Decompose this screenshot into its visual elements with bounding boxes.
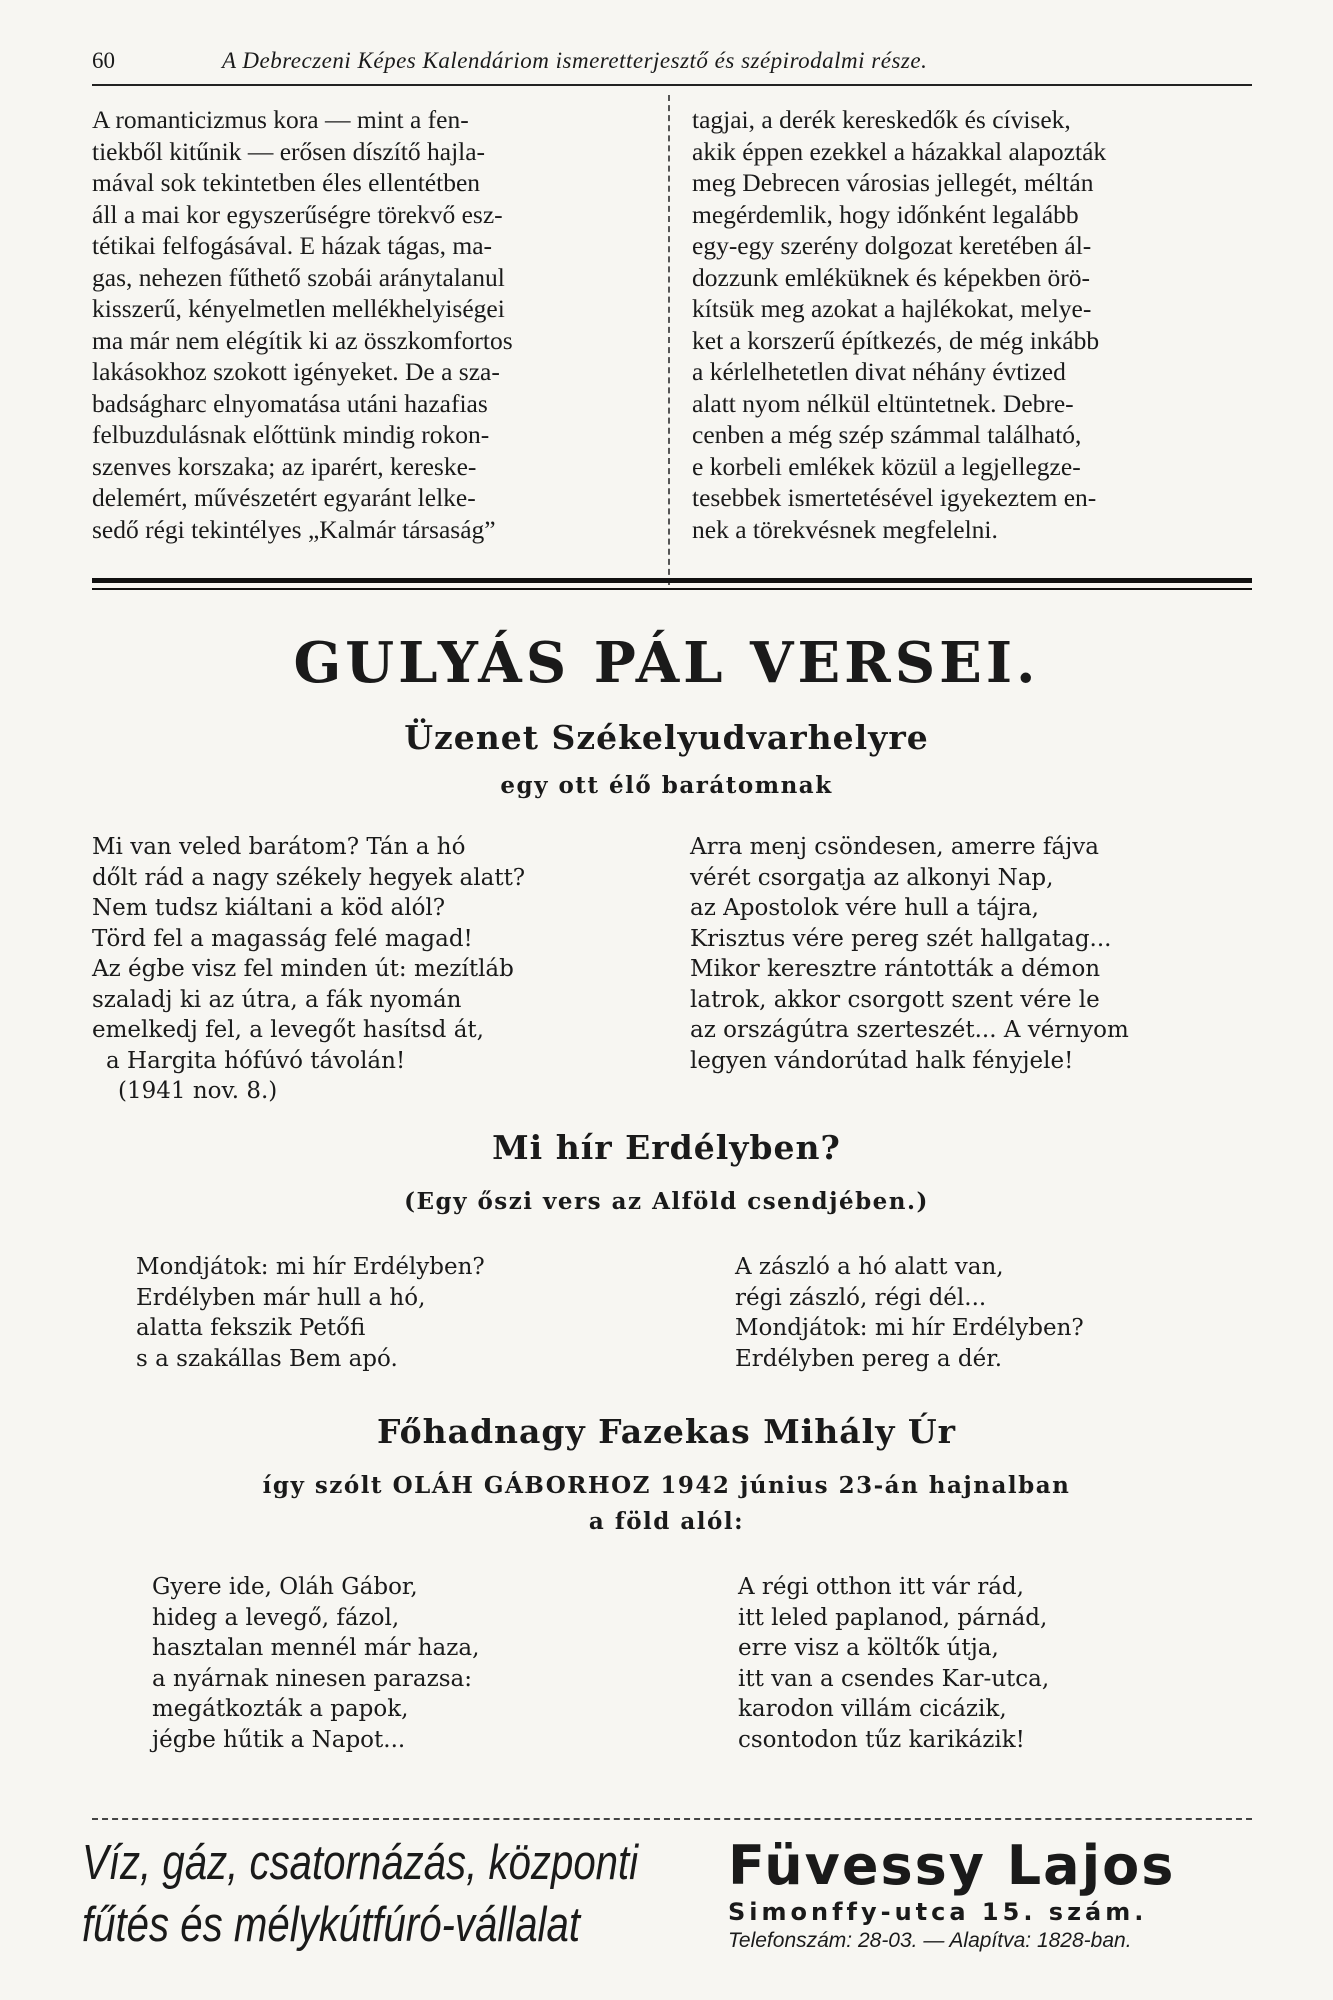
advert-phone: Telefonszám: 28-03. — Alapítva: 1828-ban. [728, 1929, 1132, 1952]
prose-line: tesebbek ismertetésével igyekeztem en- [692, 483, 1097, 512]
advert-address: Simonffy-utca 15. szám. [728, 1898, 1148, 1926]
verse-line: Az égbe visz fel minden út: mezítláb [92, 956, 514, 982]
prose-line: megérdemlik, hogy időnként legalább [692, 199, 1079, 229]
poem3-subtitle-line2: a föld alól: [588, 1508, 745, 1535]
advert-company [728, 1835, 1258, 1955]
prose-line: A romanticizmus kora — mint a fen- [92, 105, 469, 134]
prose-line: kítsük meg azokat a hajlékokat, melye- [692, 294, 1092, 323]
advert-company-name: Füvessy Lajos [728, 1834, 1176, 1897]
verse-line: vérét csorgatja az alkonyi Nap, [690, 864, 1054, 891]
page-number: 60 [92, 48, 115, 73]
verse-line: emelkedj fel, a levegőt hasítsd át, [92, 1017, 484, 1043]
column-divider [668, 95, 670, 585]
prose-line: tagjai, a derék kereskedők és cívisek, [692, 105, 1071, 134]
advert-services-line: Víz, gáz, csatornázás, központi [82, 1836, 639, 1890]
poem3-left-stanza [152, 1572, 479, 1755]
prose-line: tétikai felfogásával. E házak tágas, ma- [92, 231, 493, 260]
prose-line: felbuzdulásnak előttünk mindig rokon- [92, 420, 490, 449]
verse-line: Nem tudsz kiáltani a köd alól? [92, 895, 446, 921]
verse-line: Gyere ide, Oláh Gábor, [152, 1574, 418, 1600]
verse-line: a Hargita hófúvó távolán! [106, 1047, 406, 1074]
poem1-left-stanza [92, 832, 525, 1107]
verse-line: Mondjátok: mi hír Erdélyben? [136, 1254, 485, 1280]
prose-column-left [92, 104, 677, 545]
section-rule-thick [92, 578, 1252, 583]
poem2-subtitle: (Egy őszi vers az Alföld csendjében.) [404, 1188, 929, 1215]
prose-line: mával sok tekintetben éles ellentétben [92, 168, 481, 197]
poem3-subtitle-line1: így szólt OLÁH GÁBORHOZ 1942 június 23-án hajnalban [262, 1472, 1071, 1499]
prose-line: áll a mai kor egyszerűségre törekvő esz- [92, 199, 503, 229]
prose-line: dozzunk emléküknek és képekben örö- [692, 262, 1090, 292]
prose-line: sedő régi tekintélyes „Kalmár társaság” [92, 514, 496, 544]
poem1-date: (1941 nov. 8.) [118, 1078, 278, 1104]
verse-line: szaladj ki az útra, a fák nyomán [92, 986, 462, 1013]
verse-line: hideg a levegő, fázol, [152, 1604, 400, 1631]
verse-line: itt leled paplanod, párnád, [738, 1604, 1048, 1631]
prose-line: meg Debrecen városias jellegét, méltán [692, 168, 1094, 197]
verse-line: Erdélyben már hull a hó, [136, 1284, 426, 1311]
verse-line: hasztalan mennél már haza, [152, 1635, 480, 1661]
verse-line: latrok, akkor csorgott szent vére le [690, 986, 1100, 1013]
prose-line: szenves korszaka; az iparért, kereske- [92, 451, 477, 481]
verse-line: dőlt rád a nagy székely hegyek alatt? [92, 864, 526, 891]
prose-column-right [692, 104, 1277, 545]
prose-line: ma már nem elégítik ki az összkomfortos [92, 325, 513, 355]
prose-line: e korbeli emlékek közül a legjellegze- [692, 451, 1081, 481]
verse-line: megátkozták a papok, [152, 1696, 409, 1722]
verse-line: az országútra szerteszét... A vérnyom [690, 1017, 1129, 1043]
verse-line: Mikor keresztre rántották a démon [690, 956, 1101, 982]
running-title: A Debreczeni Képes Kalendáriom ismeretterjesztő és szépirodalmi része. [222, 48, 928, 73]
page-header [92, 48, 1252, 86]
verse-line: itt van a csendes Kar-utca, [738, 1665, 1050, 1692]
verse-line: Erdélyben pereg a dér. [735, 1345, 1003, 1372]
prose-line: egy-egy szerény dolgozat keretében ál- [692, 231, 1092, 260]
verse-line: erre visz a költők útja, [738, 1635, 999, 1661]
poem3-title: Főhadnagy Fazekas Mihály Úr [376, 1412, 957, 1451]
prose-line: lakásokhoz szokott igényeket. De a sza- [92, 357, 500, 386]
prose-line: akik éppen ezekkel a házakkal alapozták [692, 136, 1107, 166]
prose-line: a kérlelhetetlen divat néhány évtized [692, 357, 1066, 386]
poem2-title: Mi hír Erdélyben? [492, 1128, 841, 1167]
verse-line: csontodon tűz karikázik! [738, 1726, 1025, 1753]
verse-line: Törd fel a magasság felé magad! [92, 925, 473, 952]
verse-line: legyen vándorútad halk fényjele! [690, 1047, 1074, 1074]
poem1-title: Üzenet Székelyudvarhelyre [404, 718, 929, 757]
prose-line: nek a törekvésnek megfelelni. [692, 514, 998, 544]
verse-line: Krisztus vére pereg szét hallgatag... [690, 925, 1112, 952]
verse-line: Mondjátok: mi hír Erdélyben? [735, 1315, 1084, 1341]
poem3-right-stanza [738, 1572, 1049, 1755]
prose-line: gas, nehezen fűthető szobái aránytalanul [92, 262, 505, 292]
prose-line: delemért, művészetért egyaránt lelke- [92, 483, 476, 512]
verse-line: a nyárnak ninesen parazsa: [152, 1665, 472, 1692]
poem2-right-stanza [735, 1252, 1084, 1374]
verse-line: A zászló a hó alatt van, [735, 1254, 1004, 1280]
prose-line: badságharc elnyomatása utáni hazafias [92, 388, 488, 418]
poem1-subtitle: egy ott élő barátomnak [500, 772, 833, 799]
advert-services-line: fűtés és mélykútfúró-vállalat [82, 1898, 580, 1952]
advert-services [82, 1832, 639, 1956]
verse-line: alatta fekszik Petőfi [136, 1315, 366, 1341]
verse-line: az Apostolok vére hull a tájra, [690, 895, 1039, 921]
prose-line: alatt nyom nélkül eltüntetnek. Debre- [692, 388, 1074, 418]
poem2-left-stanza [136, 1252, 485, 1374]
verse-line: régi zászló, régi dél... [735, 1284, 987, 1311]
prose-line: cenben a még szép számmal található, [692, 420, 1082, 449]
advert-divider [92, 1818, 1252, 1820]
verse-line: karodon villám cicázik, [738, 1696, 1007, 1722]
section-title: GULYÁS PÁL VERSEI. [293, 630, 1040, 696]
prose-line: ket a korszerű építkezés, de még inkább [692, 325, 1100, 355]
section-rule-thin [92, 588, 1252, 590]
verse-line: A régi otthon itt vár rád, [738, 1574, 1024, 1600]
poem1-right-stanza [690, 832, 1129, 1076]
prose-line: kisszerű, kényelmetlen mellékhelyiségei [92, 294, 505, 323]
verse-line: s a szakállas Bem apó. [136, 1345, 398, 1372]
verse-line: Arra menj csöndesen, amerre fájva [690, 834, 1099, 860]
prose-line: tiekből kitűnik — erősen díszítő hajla- [92, 136, 486, 166]
verse-line: jégbe hűtik a Napot... [152, 1726, 406, 1753]
verse-line: Mi van veled barátom? Tán a hó [92, 834, 466, 860]
